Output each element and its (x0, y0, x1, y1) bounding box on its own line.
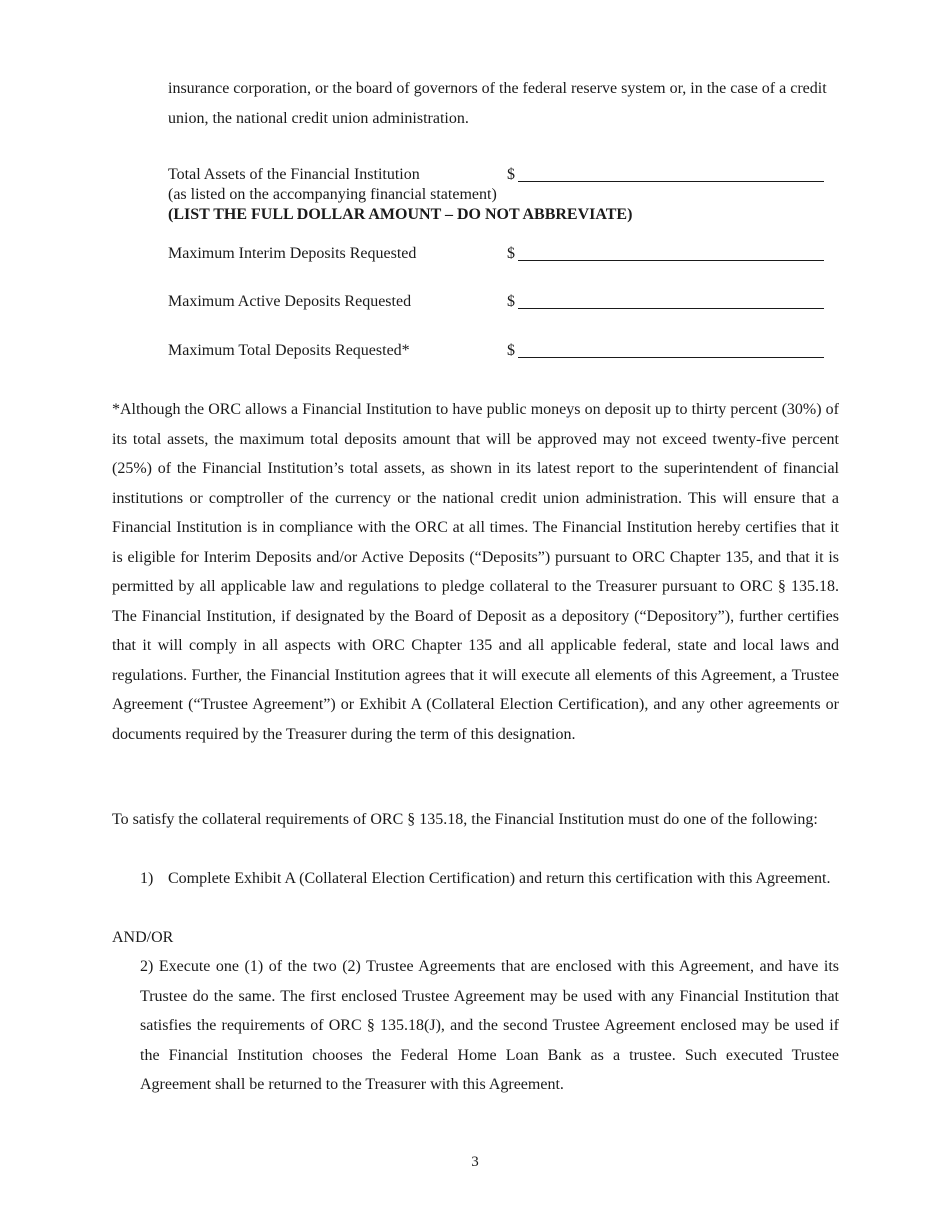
page-number: 3 (471, 1154, 479, 1170)
total-assets-blank-line[interactable] (518, 181, 824, 182)
active-deposits-blank-line[interactable] (518, 308, 824, 309)
collateral-requirements-paragraph: To satisfy the collateral requirements of ORC § 135.18, the Financial Institution must do one of the following: (112, 811, 818, 828)
interim-deposits-row (168, 244, 830, 264)
total-assets-label: Total Assets of the Financial Institution (168, 166, 420, 183)
footnote-paragraph: *Although the ORC allows a Financial Institution to have public moneys on deposit up to thirty percent (30%) of its total assets, the maximum total deposits amount that will be approved may not exceed twenty-five percent (25%) of the Financial Institution’s total assets, as shown in its latest report to the superintendent of financial institutions or comptroller of the currency or the national credit union administration. This will ensure that a Financial Institution is in compliance with the ORC at all times. The Financial Institution hereby certifies that it is eligible for Interim Deposits and/or Active Deposits (“Deposits”) pursuant to ORC Chapter 135, and that it is permitted by all applicable law and regulations to pledge collateral to the Treasurer pursuant to ORC § 135.18. The Financial Institution, if designated by the Board of Deposit as a depository (“Depository”), further certifies that it will comply in all aspects with ORC Chapter 135 and all applicable federal, state and local laws and regulations. Further, the Financial Institution agrees that it will execute all elements of this Agreement, a Trustee Agreement (“Trustee Agreement”) or Exhibit A (Collateral Election Certification), and any other agreements or documents required by the Treasurer during the term of this designation. (112, 401, 839, 743)
list-item-2: 2) Execute one (1) of the two (2) Trustee Agreements that are enclosed with this Agreement, and have its Trustee do the same. The first enclosed Trustee Agreement may be used with any Financial Institution that satisfies the requirements of ORC § 135.18(J), and the second Trustee Agreement enclosed may be used if the Financial Institution chooses the Federal Home Loan Bank as a trustee. Such executed Trustee Agreement shall be returned to the Treasurer with this Agreement. (140, 958, 839, 1093)
intro-paragraph: insurance corporation, or the board of governors of the federal reserve system or, in the case of a credit union, the national credit union administration. (168, 80, 827, 127)
total-deposits-row (168, 341, 830, 361)
list-item-1-number: 1) (140, 870, 154, 887)
total-deposits-blank-line[interactable] (518, 357, 824, 358)
total-assets-block (168, 165, 830, 225)
interim-deposits-label: Maximum Interim Deposits Requested (168, 245, 417, 262)
dollar-sign: $ (507, 293, 515, 310)
active-deposits-row (168, 292, 830, 312)
dollar-sign: $ (507, 166, 515, 183)
dollar-sign: $ (507, 342, 515, 359)
active-deposits-label: Maximum Active Deposits Requested (168, 293, 412, 310)
total-assets-subline: (as listed on the accompanying financial statement) (168, 186, 497, 203)
and-or-separator: AND/OR (112, 929, 174, 946)
list-item-1 (140, 864, 839, 894)
list-item-1-text: Complete Exhibit A (Collateral Election Certification) and return this certification with this Agreement. (168, 870, 831, 887)
total-assets-instruction: (LIST THE FULL DOLLAR AMOUNT – DO NOT ABBREVIATE) (168, 206, 633, 223)
dollar-sign: $ (507, 245, 515, 262)
total-deposits-label: Maximum Total Deposits Requested* (168, 342, 410, 359)
interim-deposits-blank-line[interactable] (518, 260, 824, 261)
total-assets-row (168, 165, 830, 185)
